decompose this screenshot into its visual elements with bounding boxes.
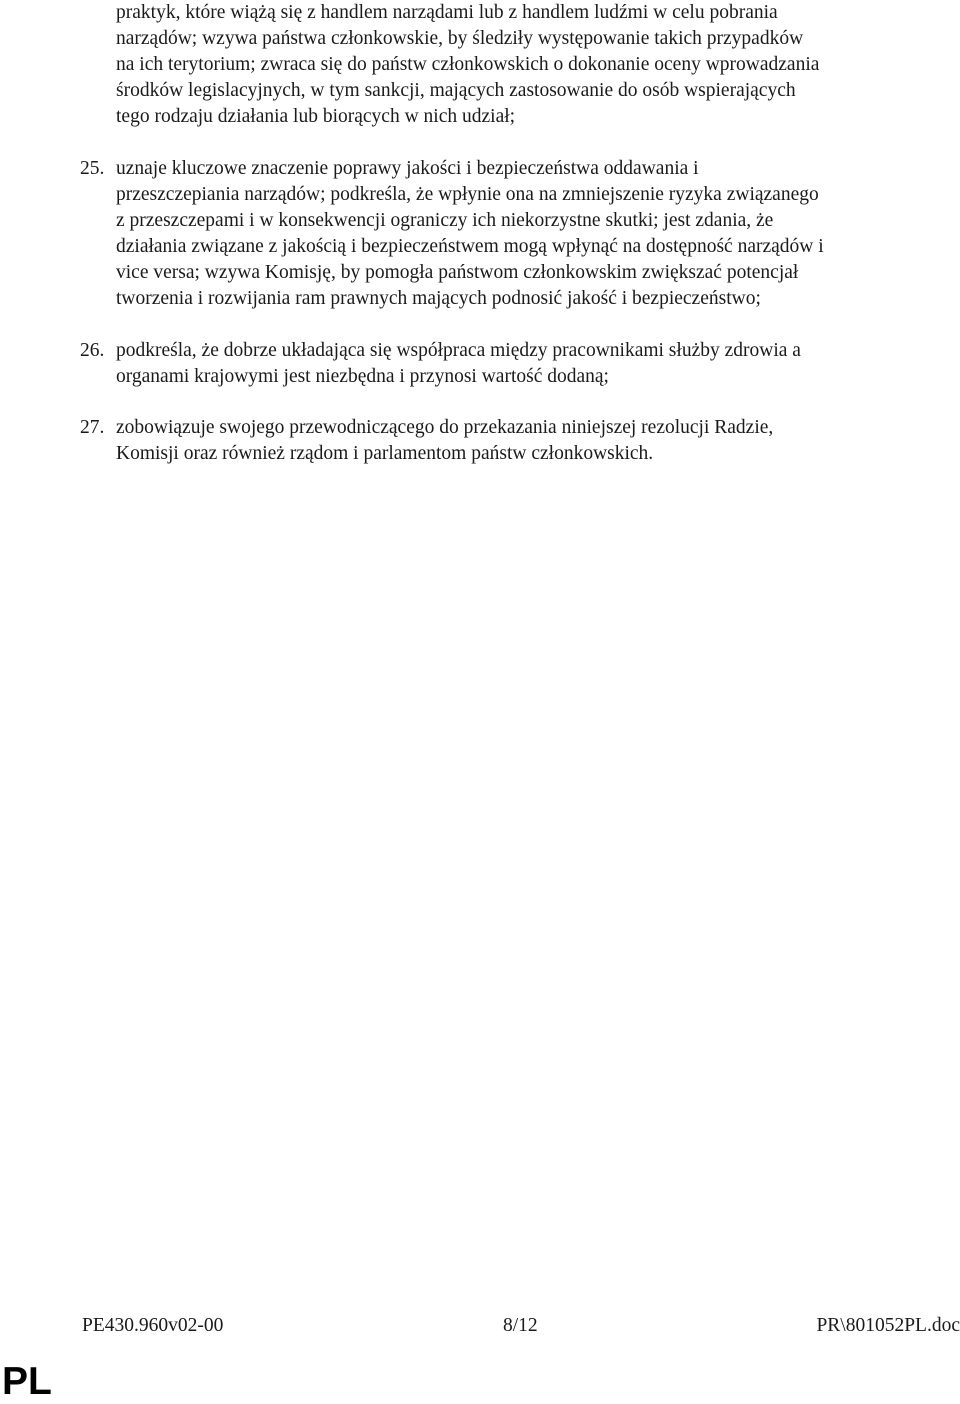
text-line: vice versa; wzywa Komisję, by pomogła państwom członkowskim zwiększać potencjał — [116, 262, 799, 283]
text-line: praktyk, które wiążą się z handlem narządami lub z handlem ludźmi w celu pobrania — [116, 2, 778, 23]
paragraph-number: 25. — [80, 158, 105, 179]
text-line: tego rodzaju działania lub biorących w nich udział; — [116, 106, 516, 127]
text-line: podkreśla, że dobrze układająca się współpraca między pracownikami służby zdrowia a — [116, 340, 801, 361]
language-code: PL — [2, 1360, 52, 1403]
text-line: na ich terytorium; zwraca się do państw członkowskich o dokonanie oceny wprowadzania — [116, 54, 820, 75]
text-line: środków legislacyjnych, w tym sankcji, mających zastosowanie do osób wspierających — [116, 80, 796, 101]
text-line: tworzenia i rozwijania ram prawnych mających podnosić jakość i bezpieczeństwo; — [116, 288, 761, 309]
text-line: Komisji oraz również rządom i parlamentom państw członkowskich. — [116, 443, 654, 464]
page-number: 8/12 — [503, 1315, 538, 1336]
paragraph-number: 27. — [80, 417, 105, 438]
text-line: działania związane z jakością i bezpieczeństwem mogą wpłynąć na dostępność narządów i — [116, 236, 824, 257]
paragraph-number: 26. — [80, 340, 105, 361]
text-line: przeszczepiania narządów; podkreśla, że wpłynie ona na zmniejszenie ryzyka związanego — [116, 184, 819, 205]
text-line: z przeszczepami i w konsekwencji ograniczy ich niekorzystne skutki; jest zdania, że — [116, 210, 774, 231]
text-line: narządów; wzywa państwa członkowskie, by śledziły występowanie takich przypadków — [116, 28, 804, 49]
document-reference: PE430.960v02-00 — [82, 1315, 224, 1336]
text-line: organami krajowymi jest niezbędna i przynosi wartość dodaną; — [116, 366, 609, 387]
file-name: PR\801052PL.doc — [816, 1315, 960, 1336]
text-line: uznaje kluczowe znaczenie poprawy jakości i bezpieczeństwa oddawania i — [116, 158, 699, 179]
text-line: zobowiązuje swojego przewodniczącego do przekazania niniejszej rezolucji Radzie, — [116, 417, 774, 438]
